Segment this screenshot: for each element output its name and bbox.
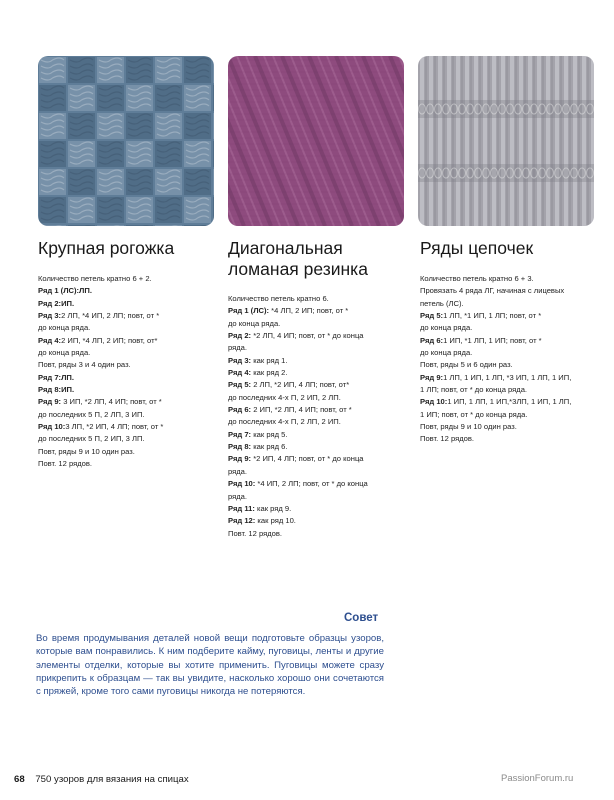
row-text: Повт. 12 рядов. xyxy=(38,459,93,469)
row-text: Повт. 12 рядов. xyxy=(420,434,475,444)
pattern-title: Ряды цепочек xyxy=(420,238,534,258)
instruction-line xyxy=(228,379,418,391)
instruction-line xyxy=(38,285,218,297)
book-title: 750 узоров для вязания на спицах xyxy=(35,774,189,785)
row-label: Ряд 5: xyxy=(228,380,252,390)
instruction-line xyxy=(228,429,418,441)
row-text: как ряд 6. xyxy=(251,442,288,452)
instruction-line xyxy=(228,342,418,354)
instruction-line xyxy=(228,478,418,490)
instruction-line xyxy=(38,433,218,445)
knit-swatch-image-1 xyxy=(38,56,214,226)
tip-heading: Совет xyxy=(344,612,379,624)
instruction-line xyxy=(38,384,218,396)
instruction-line xyxy=(228,416,418,428)
row-text: Повт, ряды 3 и 4 один раз. xyxy=(38,360,131,370)
row-text: Повт. 12 рядов. xyxy=(228,528,283,538)
instruction-line xyxy=(420,421,610,433)
instruction-line xyxy=(420,298,610,310)
row-label: Ряд 9: xyxy=(228,454,252,464)
instruction-line xyxy=(38,347,218,359)
row-text: до конца ряда. xyxy=(420,348,473,358)
instruction-line xyxy=(228,355,418,367)
row-text: 1 ИП; повт, от * до конца ряда. xyxy=(420,409,528,419)
row-text: *2 ЛП, 4 ИП; повт, от * до конца xyxy=(251,331,364,341)
instruction-line xyxy=(228,293,418,305)
row-text: Повт, ряды 9 и 10 один раз. xyxy=(420,422,517,432)
instruction-line xyxy=(420,359,610,371)
watermark: PassionForum.ru xyxy=(501,773,574,784)
row-text: до последних 4-х П, 2 ЛП, 2 ИП. xyxy=(228,417,341,427)
row-text: 2 ИП, *2 ЛП, 4 ИП; повт, от * xyxy=(251,405,352,415)
instruction-line xyxy=(420,285,610,297)
instruction-line xyxy=(420,396,610,408)
row-text: до последних 4-х П, 2 ИП, 2 ЛП. xyxy=(228,392,341,402)
diagonal-rib-texture xyxy=(228,56,404,226)
row-label: Ряд 10: xyxy=(420,397,448,407)
instruction-line xyxy=(228,305,418,317)
row-text: ряда. xyxy=(228,491,248,501)
row-label: Ряд 6: xyxy=(420,335,444,345)
instruction-line xyxy=(228,503,418,515)
row-label: Ряд 1 (ЛС):ЛП. xyxy=(38,286,92,296)
instruction-line xyxy=(38,298,218,310)
instruction-line xyxy=(420,384,610,396)
row-text: до конца ряда. xyxy=(420,323,473,333)
row-label: Ряд 6: xyxy=(228,405,252,415)
row-text: 2 ИП, *4 ЛП, 2 ИП; повт, от* xyxy=(61,335,158,345)
row-text: 1 ЛП, 1 ИП, 1 ЛП, *3 ИП, 1 ЛП, 1 ИП, xyxy=(443,372,572,382)
instruction-line xyxy=(38,359,218,371)
row-text: как ряд 9. xyxy=(254,503,292,513)
row-text: до конца ряда. xyxy=(38,348,91,358)
basketweave-texture xyxy=(38,56,214,226)
row-text: *4 ИП, 2 ЛП; повт, от * до конца xyxy=(255,479,368,489)
row-label: Ряд 7:ЛП. xyxy=(38,372,74,382)
row-text: до последних 5 П, 2 ЛП, 3 ИП. xyxy=(38,409,145,419)
row-label: Ряд 4: xyxy=(38,335,62,345)
knit-swatch-image-3 xyxy=(418,56,594,226)
row-label: Ряд 8:ИП. xyxy=(38,385,75,395)
row-text: 1 ИП, 1 ЛП, 1 ИП,*3ЛП, 1 ИП, 1 ЛП, xyxy=(447,397,572,407)
instruction-line xyxy=(38,421,218,433)
row-text: 3 ИП, *2 ЛП, 4 ИП; повт, от * xyxy=(61,397,162,407)
instruction-line xyxy=(228,404,418,416)
row-text: ряда. xyxy=(228,343,248,353)
row-label: Ряд 1 (ЛС): xyxy=(228,306,270,316)
row-label: Ряд 3: xyxy=(228,355,252,365)
row-text: до последних 5 П, 2 ИП, 3 ЛП. xyxy=(38,434,145,444)
row-text: 1 ЛП; повт, от * до конца ряда. xyxy=(420,385,528,395)
row-text: 1 ЛП, *1 ИП, 1 ЛП; повт, от * xyxy=(443,311,542,321)
instruction-line xyxy=(420,347,610,359)
instruction-line xyxy=(420,335,610,347)
row-label: Ряд 2: xyxy=(228,331,252,341)
instruction-line xyxy=(420,273,610,285)
tip-text: Во время продумывания деталей новой вещи подготовьте образцы узоров, которые вам понравились. К ним подберите кайму, пуговицы, ленты и другие элементы отделки, которые вы хотите применить. Пуговицы можете сразу прикрепить к образцам — так вы увидите, насколько хорошо они сочетаются с пряжей, кроме того сами пуговицы никогда не потеряются. xyxy=(36,633,384,698)
row-label: Ряд 3: xyxy=(38,311,62,321)
instruction-line xyxy=(38,409,218,421)
instruction-line xyxy=(38,458,218,470)
pattern-column-2 xyxy=(228,238,418,540)
row-label: Ряд 12: xyxy=(228,516,256,526)
row-text: 2 ЛП, *4 ИП, 2 ЛП; повт, от * xyxy=(61,311,160,321)
row-text: *4 ЛП, 2 ИП; повт, от * xyxy=(269,306,349,316)
page-number: 68 xyxy=(14,774,25,785)
row-text: до конца ряда. xyxy=(228,318,281,328)
instruction-line xyxy=(38,396,218,408)
instruction-line xyxy=(420,372,610,384)
row-label: Ряд 10: xyxy=(228,479,256,489)
instruction-line xyxy=(228,318,418,330)
instruction-line xyxy=(38,335,218,347)
instruction-line xyxy=(228,466,418,478)
row-label: Ряд 4: xyxy=(228,368,252,378)
row-text: 1 ИП, *1 ЛП, 1 ИП; повт, от * xyxy=(443,335,542,345)
row-text: как ряд 2. xyxy=(251,368,288,378)
instruction-line xyxy=(228,392,418,404)
row-text: до конца ряда. xyxy=(38,323,91,333)
chain-rows-texture xyxy=(418,56,594,226)
row-label: Ряд 9: xyxy=(420,372,444,382)
row-text: как ряд 5. xyxy=(251,429,288,439)
instruction-line xyxy=(38,322,218,334)
row-label: Ряд 8: xyxy=(228,442,252,452)
row-text: Повт, ряды 9 и 10 один раз. xyxy=(38,446,135,456)
pattern-instructions xyxy=(38,273,218,471)
pattern-title xyxy=(228,238,418,280)
row-label: Ряд 2:ИП. xyxy=(38,298,75,308)
pattern-title: Крупная рогожка xyxy=(38,238,175,258)
row-text: Количество петель кратно 6 + 3. xyxy=(420,274,534,283)
knit-swatch-image-2 xyxy=(228,56,404,226)
row-text: ряда. xyxy=(228,466,248,476)
pattern-instructions xyxy=(228,293,418,540)
instruction-line xyxy=(420,310,610,322)
instruction-line xyxy=(38,310,218,322)
instruction-line xyxy=(228,515,418,527)
row-text: как ряд 10. xyxy=(255,516,296,526)
row-label: Ряд 9: xyxy=(38,397,62,407)
row-text: 3 ЛП, *2 ИП, 4 ЛП; повт, от * xyxy=(65,422,164,432)
instruction-line xyxy=(228,528,418,540)
instruction-line xyxy=(38,273,218,285)
instruction-line xyxy=(228,453,418,465)
row-text: 2 ЛП, *2 ИП, 4 ЛП; повт, от* xyxy=(251,380,350,390)
pattern-title-line-1: Диагональная xyxy=(228,238,343,258)
row-text: петель (ЛС). xyxy=(420,298,464,308)
row-label: Ряд 10: xyxy=(38,422,66,432)
row-label: Ряд 5: xyxy=(420,311,444,321)
row-label: Ряд 11: xyxy=(228,503,255,513)
row-text: Провязать 4 ряда ЛГ, начиная с лицевых xyxy=(420,286,565,296)
pattern-instructions xyxy=(420,273,610,446)
instruction-line xyxy=(228,330,418,342)
instruction-line xyxy=(420,433,610,445)
instruction-line xyxy=(38,446,218,458)
row-text: Повт, ряды 5 и 6 один раз. xyxy=(420,360,513,370)
instruction-line xyxy=(420,409,610,421)
row-text: как ряд 1. xyxy=(251,355,288,365)
row-text: *2 ИП, 4 ЛП; повт, от * до конца xyxy=(251,454,364,464)
row-text: Количество петель кратно 6. xyxy=(228,294,329,303)
row-label: Ряд 7: xyxy=(228,429,252,439)
page-footer xyxy=(14,774,189,785)
instruction-line xyxy=(420,322,610,334)
pattern-title-line-2: ломаная резинка xyxy=(228,259,368,279)
instruction-line xyxy=(228,367,418,379)
pattern-column-3 xyxy=(420,238,610,446)
instruction-line xyxy=(38,372,218,384)
instruction-line xyxy=(228,441,418,453)
instruction-line xyxy=(228,491,418,503)
pattern-column-1 xyxy=(38,238,218,471)
row-text: Количество петель кратно 6 + 2. xyxy=(38,274,152,283)
